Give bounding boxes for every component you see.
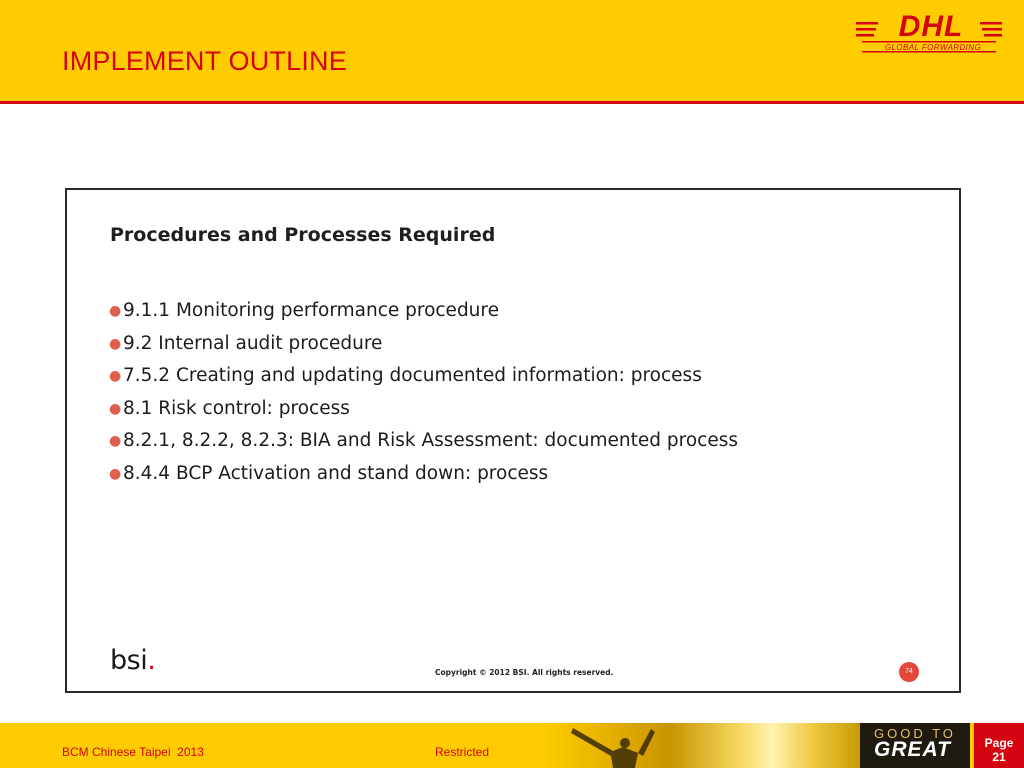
list-item-text: 8.1 Risk control: process — [123, 397, 350, 419]
slogan-line-1: GOOD TO — [874, 726, 956, 741]
footer-classification: Restricted — [435, 745, 490, 759]
bullet-dot-icon: ● — [109, 335, 122, 352]
embedded-page-badge: 74 — [899, 662, 919, 682]
footer-event-label: BCM Chinese Taipei 2013 — [62, 745, 204, 759]
slide-header — [0, 0, 1024, 104]
page-label: Page — [984, 736, 1014, 750]
list-item — [109, 328, 738, 361]
embedded-slide-title: Procedures and Processes Required — [110, 224, 496, 246]
slide-footer — [0, 723, 1024, 768]
slide-title: IMPLEMENT OUTLINE — [62, 46, 347, 76]
list-item-text: 8.2.1, 8.2.2, 8.2.3: BIA and Risk Assessment: documented process — [123, 430, 738, 451]
list-item — [109, 425, 738, 458]
list-item — [109, 295, 738, 328]
bsi-logo — [110, 645, 155, 676]
procedure-list — [109, 295, 738, 490]
list-item-text: 8.4.4 BCP Activation and stand down: process — [123, 462, 549, 484]
bullet-dot-icon: ● — [109, 400, 122, 417]
dhl-tagline: GLOBAL FORWARDING — [884, 43, 982, 52]
embedded-slide-image — [65, 188, 961, 693]
list-item — [109, 458, 738, 491]
bsi-logo-dot-icon: . — [147, 645, 156, 676]
bullet-dot-icon: ● — [109, 368, 122, 384]
bsi-logo-text: bsi — [110, 645, 148, 676]
dhl-wordmark: DHL — [898, 10, 964, 43]
list-item-text: 9.2 Internal audit procedure — [123, 332, 383, 354]
page-number-box — [974, 723, 1024, 768]
copyright-notice: Copyright © 2012 BSI. All rights reserved. — [435, 668, 614, 677]
list-item — [109, 360, 738, 393]
bullet-dot-icon: ● — [109, 303, 122, 319]
page-number — [974, 736, 1024, 764]
good-to-great-logo — [860, 723, 970, 768]
list-item — [109, 393, 738, 426]
slogan-line-2: GREAT — [874, 738, 951, 761]
dhl-logo — [856, 10, 1002, 54]
celebrating-person-icon — [543, 723, 861, 768]
footer-celebration-photo — [543, 723, 861, 768]
list-item-text: 9.1.1 Monitoring performance procedure — [123, 300, 499, 321]
bullet-dot-icon: ● — [109, 433, 122, 449]
list-item-text: 7.5.2 Creating and updating documented information: process — [123, 365, 702, 386]
bullet-dot-icon: ● — [109, 465, 122, 482]
page-number-value: 21 — [992, 750, 1006, 764]
